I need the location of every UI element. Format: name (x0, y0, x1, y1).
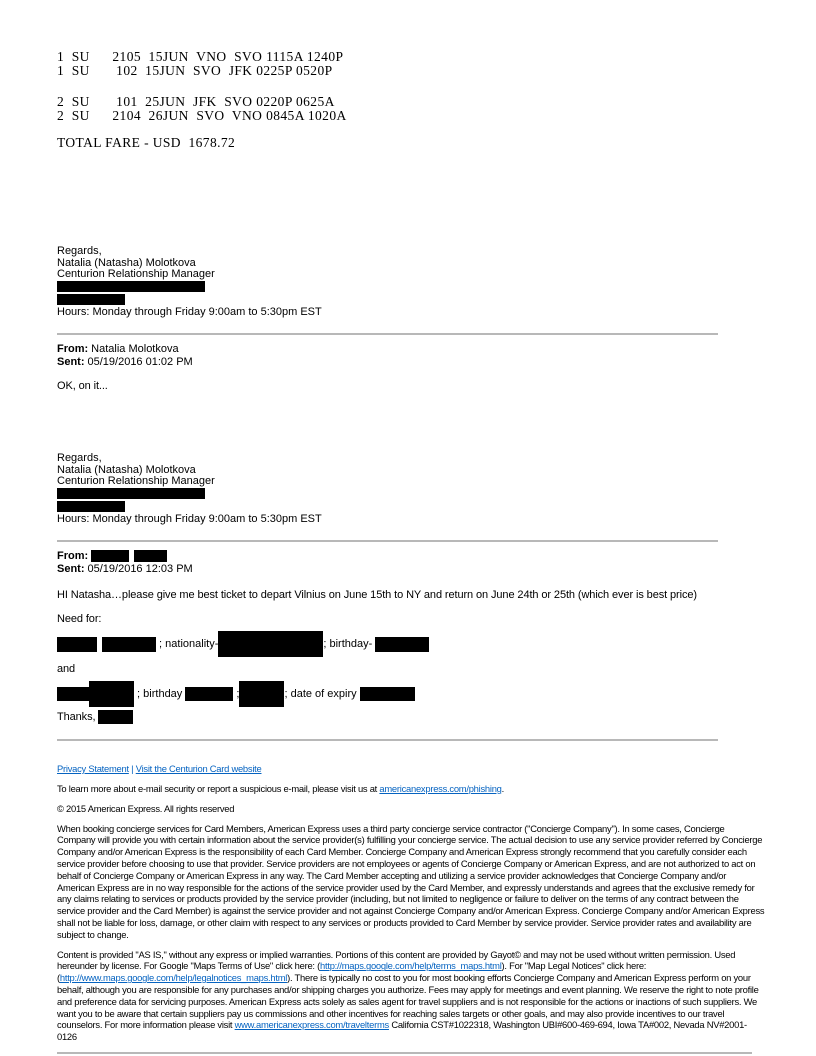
sent-label: Sent: (57, 563, 85, 575)
expiry-label: ; date of expiry (284, 688, 360, 701)
flight-itinerary (57, 50, 816, 123)
from-label: From: (57, 550, 89, 562)
redaction-bar (98, 710, 133, 724)
bottom-divider (57, 1052, 752, 1054)
sent-label: Sent: (57, 356, 85, 368)
from-line (57, 550, 816, 563)
flight-segment: 1 SU 102 15JUN SVO JFK 0225P 0520P (57, 63, 333, 78)
redaction-bar (134, 550, 167, 562)
email-header (57, 343, 816, 369)
nationality-label: ; nationality- (156, 638, 219, 650)
text-segment: California CST#1022318, Washington UBI#600-469-694, Iowa TA#002, Nevada NV#2001-0126 (57, 1019, 747, 1043)
redacted-phone (57, 281, 816, 294)
divider (57, 540, 718, 542)
signature-block (57, 246, 816, 318)
passenger-2-details (57, 681, 816, 707)
text-segment: . (501, 782, 504, 794)
link-separator: | (128, 763, 136, 775)
spacer (57, 78, 816, 95)
redaction-bar (239, 681, 284, 707)
flight-segment: 2 SU 2104 26JUN SVO VNO 0845A 1020A (57, 108, 347, 123)
redacted-email (57, 501, 816, 514)
text-segment: To learn more about e-mail security or report a suspicious e-mail, please visit us at (57, 782, 380, 794)
redaction-bar (57, 501, 125, 512)
legal-paragraph-2 (57, 949, 765, 1043)
signature-regards: Regards, (57, 245, 102, 257)
redaction-bar (102, 637, 156, 652)
redaction-bar (57, 687, 89, 701)
redaction-bar (91, 550, 129, 562)
email-body-request: HI Natasha…please give me best ticket to depart Vilnius on June 15th to NY and return on June 24th or 25th (which ever is best price) (57, 589, 697, 601)
inline-link[interactable]: http://maps.google.com/help/terms_maps.html (320, 960, 502, 972)
need-for-label: Need for: (57, 613, 102, 625)
footer (57, 763, 765, 1043)
flight-segment: 2 SU 101 25JUN JFK SVO 0220P 0625A (57, 94, 335, 109)
signature-name: Natalia (Natasha) Molotkova (57, 256, 196, 269)
footer-links (57, 763, 765, 775)
copyright: © 2015 American Express. All rights reserved (57, 802, 235, 814)
text-segment: Content is provided "AS IS," without any express or implied warranties. Portions of this content are provided by Gayot© and may not be used without written permission. Used hereunder by license. For Google "Maps Terms of Use" click here: ( (57, 948, 736, 972)
from-label: From: (57, 343, 89, 355)
sent-line (57, 356, 816, 369)
text-segment: ). For "Map Legal Notices" click here: ( (57, 960, 647, 984)
passenger-1-details (57, 631, 816, 657)
thanks-text: Thanks, (57, 711, 99, 724)
inline-link[interactable]: www.americanexpress.com/travelterms (234, 1019, 389, 1031)
thanks-line (57, 710, 816, 724)
redaction-bar (57, 281, 205, 292)
sent-value: 05/19/2016 12:03 PM (87, 563, 193, 575)
privacy-statement-link[interactable]: Privacy Statement (57, 763, 129, 775)
email-header (57, 550, 816, 576)
signature-title: Centurion Relationship Manager (57, 268, 215, 280)
total-fare: TOTAL FARE - USD 1678.72 (57, 135, 236, 150)
phishing-notice (57, 783, 765, 795)
birthday-label: ; birthday- (323, 638, 376, 650)
redaction-bar (375, 637, 429, 652)
signature-hours: Hours: Monday through Friday 9:00am to 5:30pm EST (57, 305, 322, 318)
signature-block (57, 453, 816, 525)
redaction-bar (57, 488, 205, 499)
redaction-bar (360, 687, 415, 701)
and-word: and (57, 663, 76, 676)
legal-paragraph-1: When booking concierge services for Card Members, American Express uses a third party concierge service contractor ("Concierge Company"). In some cases, Concierge Company will provide you with certain information about the service provider(s) fulfilling your concierge service. The actual decision to use any service provider referred by Concierge Company and/or American Express is the responsibility of each Card Member. Concierge Company and American Express strongly recommend that you carefully consider each service provider before choosing to use that provider. Service providers are not employees or agents of Concierge Company or American Express, and are not authorized to act on behalf of Concierge Company or American Express in any way. The Card Member accepting and utilizing a service provider acknowledges that Concierge Company and/or American Express are in no way responsible for the actions of the service provider used by the Card Member, and expressly understands and agrees that the exclusive remedy for any claims relating to services or products provided by the service provider (including, but not limited to negligence or failure to deliver on the terms of any contract between the service provider and the Card Member) is against the service provider and not against Concierge Company and/or American Express. Concierge Company and/or American Express shall not be liable for loss, damage, or other claim with respect to any services or products provided to Card Member by service provider. Service provider rates and availability are subject to change. (57, 822, 765, 940)
redaction-bar (218, 631, 323, 657)
inline-link[interactable]: americanexpress.com/phishing (379, 782, 502, 794)
redaction-bar (89, 681, 134, 707)
flight-segment: 1 SU 2105 15JUN VNO SVO 1115A 1240P (57, 49, 344, 64)
signature-regards: Regards, (57, 452, 102, 464)
divider (57, 333, 718, 335)
divider (57, 739, 718, 741)
text-segment: ). There is typically no cost to you for most booking efforts Concierge Company and American Express perform on your behalf, although you are responsible for any purchases and/or shipping charges you authorize. Fees may apply for meetings and event planning. We reserve the right to note profile and preference data for servicing purposes. American Express acts solely as sales agent for travel suppliers and is not responsible for the actions or inactions of such suppliers. We want you to be aware that certain suppliers pay us commissions and other incentives for reaching sales targets or other goals, and may also provide incentives to our travel counselors. For more information please visit (57, 972, 759, 1031)
redacted-email (57, 294, 816, 307)
sent-value: 05/19/2016 01:02 PM (87, 356, 193, 368)
centurion-card-link[interactable]: Visit the Centurion Card website (135, 763, 262, 775)
semicolon: ; (233, 688, 240, 701)
email-body: OK, on it... (57, 380, 108, 392)
from-line (57, 343, 816, 356)
redaction-bar (57, 294, 125, 305)
signature-hours: Hours: Monday through Friday 9:00am to 5:30pm EST (57, 512, 322, 525)
sent-line (57, 563, 816, 576)
from-value: Natalia Molotkova (91, 343, 179, 355)
redaction-bar (185, 687, 233, 701)
birthday-label: ; birthday (134, 688, 186, 701)
inline-link[interactable]: http://www.maps.google.com/help/legalnotices_maps.html (59, 972, 288, 984)
signature-name: Natalia (Natasha) Molotkova (57, 463, 196, 476)
signature-title: Centurion Relationship Manager (57, 475, 215, 487)
redaction-bar (57, 637, 97, 652)
redacted-phone (57, 488, 816, 501)
